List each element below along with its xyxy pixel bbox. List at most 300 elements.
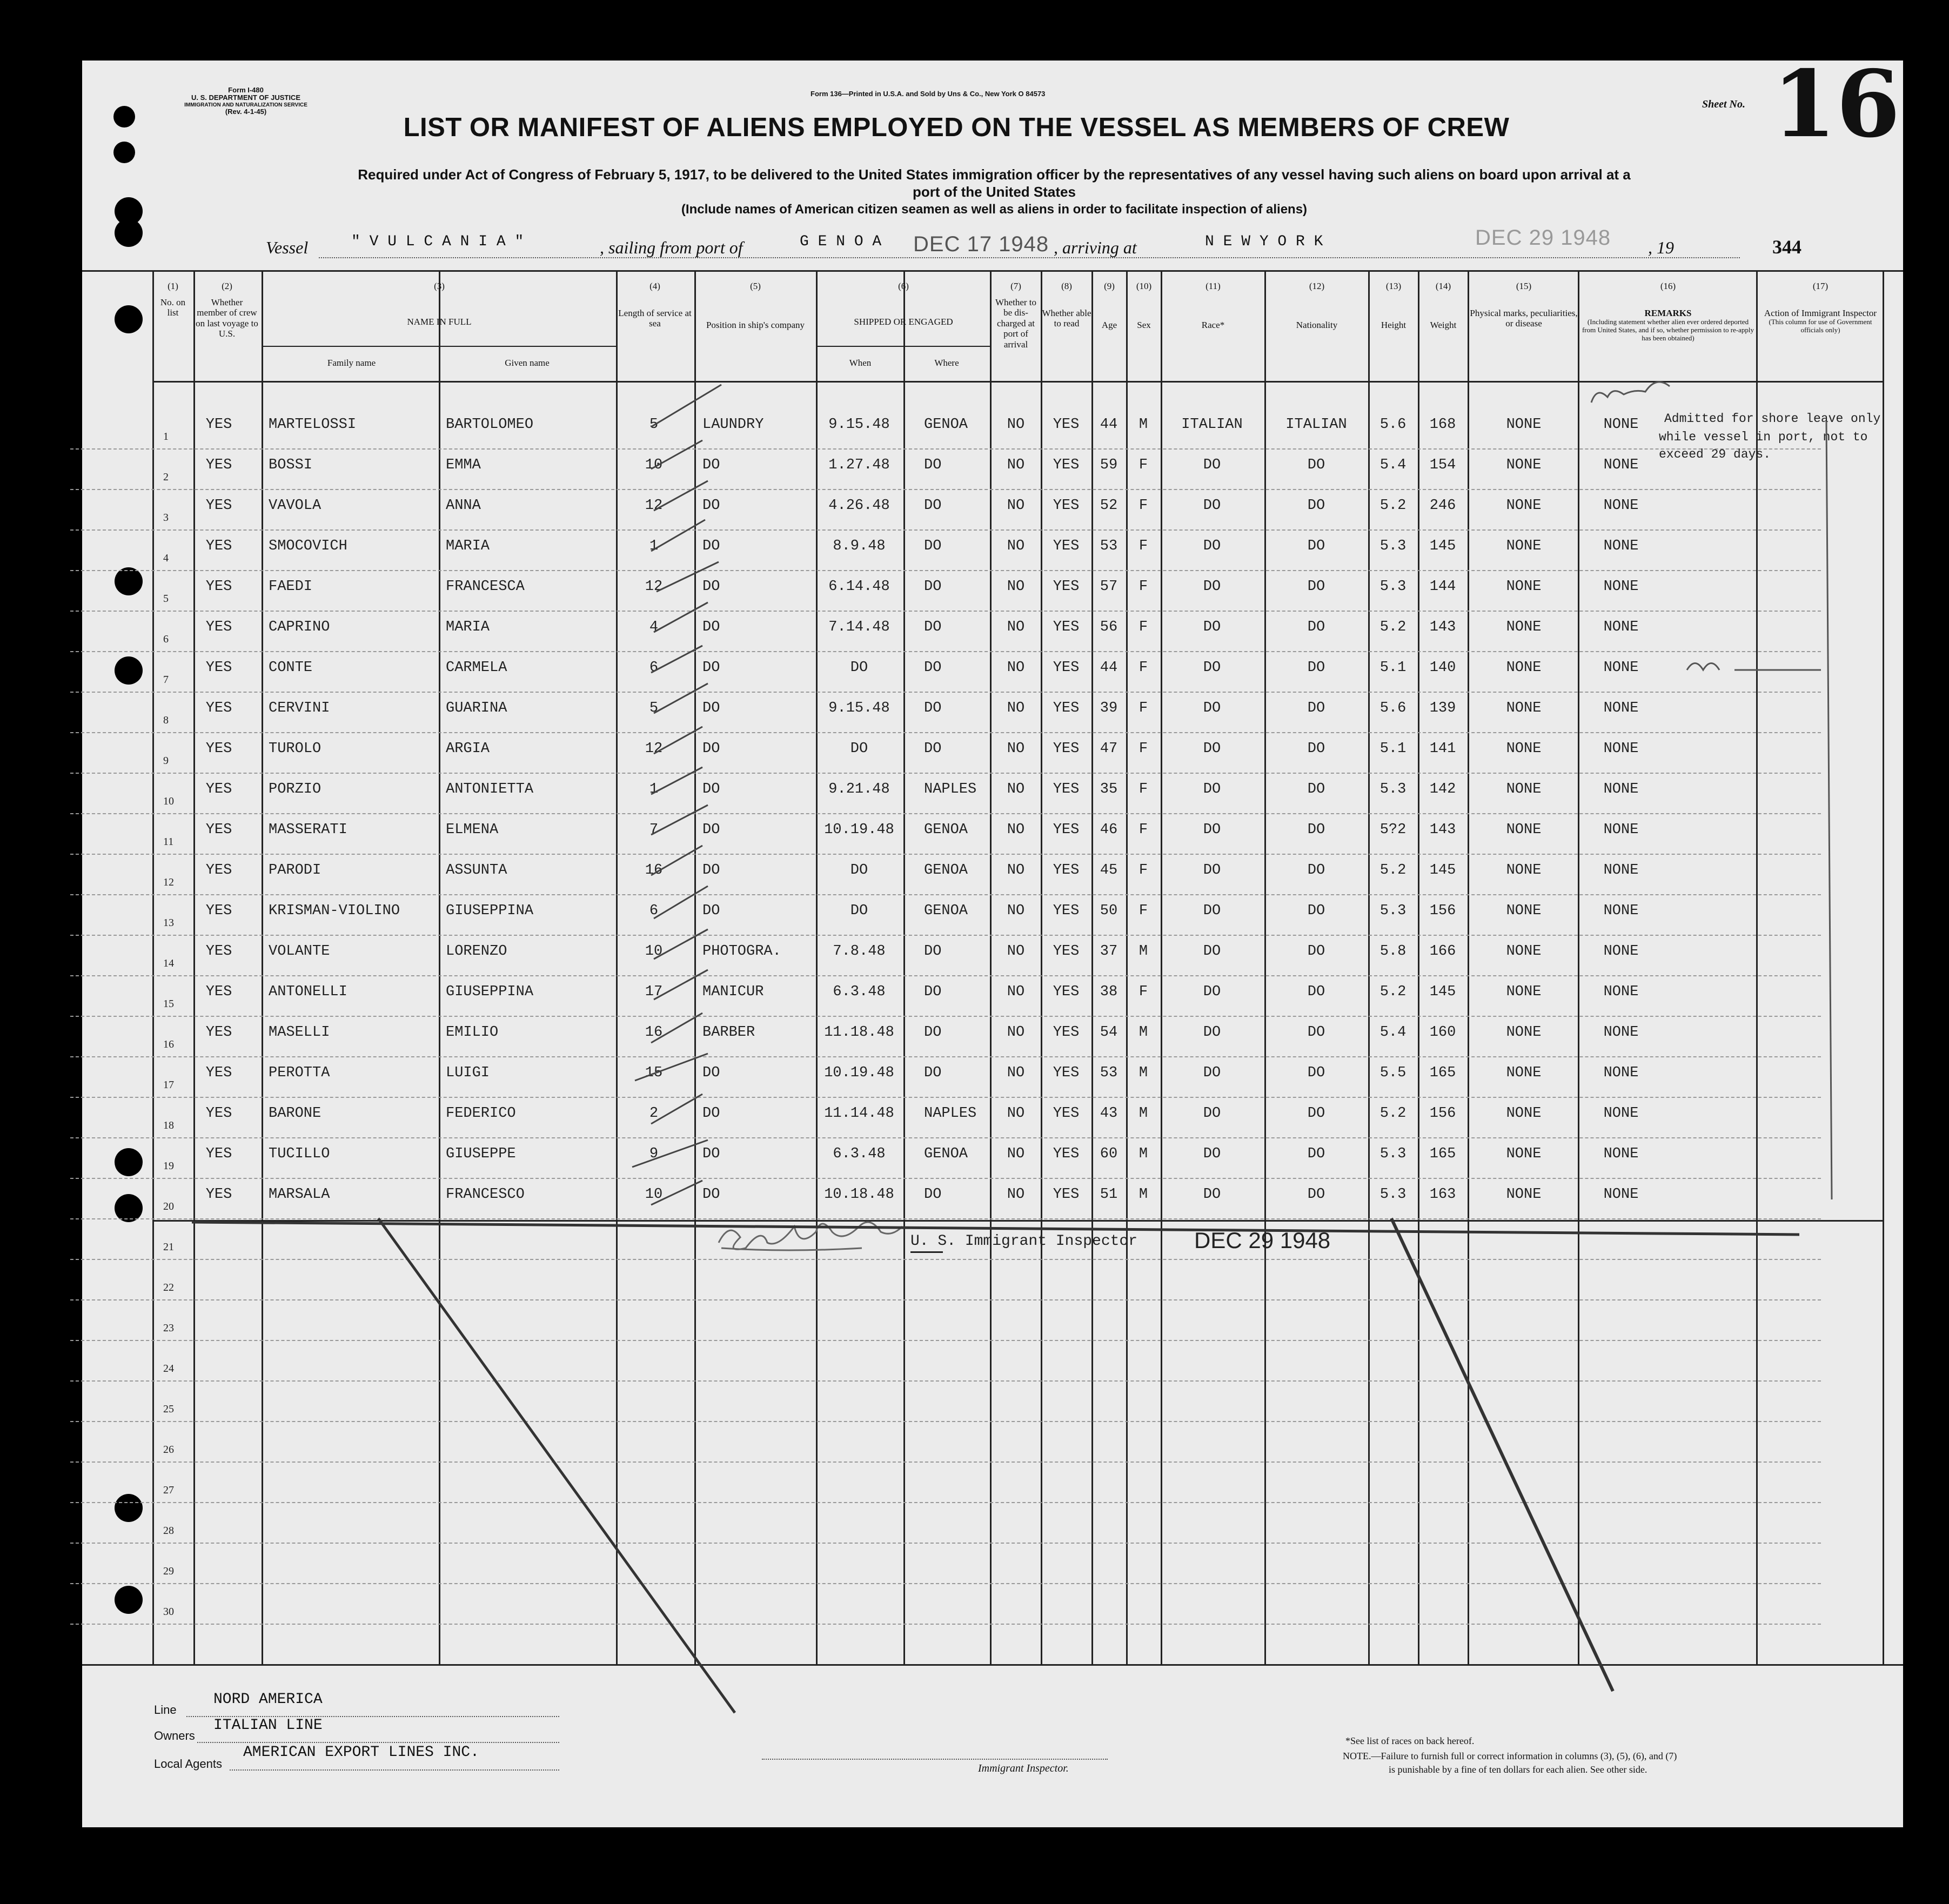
- cell-sex: F: [1138, 862, 1148, 879]
- cell-crew: YES: [205, 417, 232, 433]
- vessel-name: " V U L C A N I A ": [351, 233, 524, 250]
- cell-nat: DO: [1307, 498, 1325, 514]
- col5-header: (5) Position in ship's company: [706, 281, 805, 330]
- cell-read: YES: [1053, 619, 1080, 635]
- cell-service: 5: [649, 417, 659, 433]
- cell-service: 7: [649, 822, 659, 838]
- cell-where: DO: [924, 457, 942, 473]
- cell-height: 5.2: [1379, 984, 1407, 1000]
- inspector-stamp: DEC 29 1948: [1194, 1228, 1331, 1253]
- cell-when: 9.21.48: [828, 781, 890, 797]
- required-line-2: port of the United States: [913, 184, 1076, 200]
- cell-weight: 160: [1429, 1024, 1456, 1041]
- cell-height: 5.4: [1379, 1024, 1407, 1041]
- cell-position: DO: [702, 1105, 720, 1122]
- agents-label: Local Agents: [154, 1757, 222, 1771]
- cell-read: YES: [1053, 498, 1080, 514]
- cell-family: BOSSI: [269, 457, 313, 473]
- cell-read: YES: [1053, 862, 1080, 879]
- cell-sex: F: [1138, 822, 1148, 838]
- printer-line: Form 136—Printed in U.S.A. and Sold by Uns & Co., New York O 84573: [811, 90, 1046, 98]
- cell-race: DO: [1203, 984, 1221, 1000]
- cell-position: DO: [702, 781, 720, 797]
- cell-read: YES: [1053, 660, 1080, 676]
- cell-marks: NONE: [1506, 619, 1542, 635]
- row-number: 5: [163, 593, 169, 605]
- cell-service: 6: [649, 660, 659, 676]
- cell-where: DO: [924, 1024, 942, 1041]
- cell-race: DO: [1203, 741, 1221, 757]
- cell-remarks: NONE: [1603, 700, 1639, 716]
- cell-sex: F: [1138, 498, 1148, 514]
- cell-height: 5.6: [1379, 700, 1407, 716]
- cell-when: DO: [850, 660, 868, 676]
- cell-race: ITALIAN: [1181, 417, 1243, 433]
- cell-weight: 145: [1429, 538, 1456, 554]
- cell-where: DO: [924, 660, 942, 676]
- cell-crew: YES: [205, 1065, 232, 1081]
- cell-crew: YES: [205, 822, 232, 838]
- cell-race: DO: [1203, 822, 1221, 838]
- cell-read: YES: [1053, 457, 1080, 473]
- col17-header: (17) Action of Immigrant Inspector (This column for use of Government officials only): [1764, 281, 1877, 334]
- cell-where: NAPLES: [924, 781, 977, 797]
- row-number: 25: [163, 1403, 174, 1415]
- cell-given: ANTONIETTA: [446, 781, 534, 797]
- cell-age: 35: [1100, 781, 1118, 797]
- revision: (Rev. 4-1-45): [225, 107, 267, 116]
- cell-family: SMOCOVICH: [269, 538, 347, 554]
- cell-read: YES: [1053, 1146, 1080, 1162]
- cell-nat: DO: [1307, 579, 1325, 595]
- cell-crew: YES: [205, 781, 232, 797]
- cell-read: YES: [1053, 1024, 1080, 1041]
- cell-weight: 156: [1429, 903, 1456, 919]
- cell-when: 7.8.48: [833, 943, 886, 960]
- cell-service: 1: [649, 781, 659, 797]
- cell-remarks: NONE: [1603, 1065, 1639, 1081]
- cell-disch: NO: [1007, 781, 1025, 797]
- col9-header: (9) Age: [1101, 281, 1117, 330]
- cell-position: DO: [702, 619, 720, 635]
- cell-marks: NONE: [1506, 1024, 1542, 1041]
- cell-read: YES: [1053, 579, 1080, 595]
- cell-disch: NO: [1007, 1146, 1025, 1162]
- cell-read: YES: [1053, 943, 1080, 960]
- cell-service: 9: [649, 1146, 659, 1162]
- col8-header: (8) Whether able to read: [1042, 281, 1091, 329]
- cell-where: GENOA: [924, 822, 968, 838]
- cell-weight: 156: [1429, 1105, 1456, 1122]
- row-number: 3: [163, 512, 169, 524]
- cell-nat: DO: [1307, 700, 1325, 716]
- cell-sex: F: [1138, 984, 1148, 1000]
- cell-given: BARTOLOMEO: [446, 417, 534, 433]
- cell-crew: YES: [205, 943, 232, 960]
- cell-read: YES: [1053, 903, 1080, 919]
- cell-where: GENOA: [924, 862, 968, 879]
- cell-sex: F: [1138, 457, 1148, 473]
- cell-race: DO: [1203, 862, 1221, 879]
- cell-read: YES: [1053, 741, 1080, 757]
- cell-sex: M: [1138, 1024, 1148, 1041]
- row-number: 20: [163, 1201, 174, 1212]
- cell-position: BARBER: [702, 1024, 755, 1041]
- cell-family: TUCILLO: [269, 1146, 330, 1162]
- cell-read: YES: [1053, 1105, 1080, 1122]
- cell-where: GENOA: [924, 417, 968, 433]
- cell-remarks: NONE: [1603, 579, 1639, 595]
- cell-crew: YES: [205, 498, 232, 514]
- service: IMMIGRATION AND NATURALIZATION SERVICE: [184, 102, 307, 108]
- cell-marks: NONE: [1506, 1186, 1542, 1203]
- cell-age: 45: [1100, 862, 1118, 879]
- cell-remarks: NONE: [1603, 822, 1639, 838]
- cell-family: FAEDI: [269, 579, 313, 595]
- cell-nat: DO: [1307, 822, 1325, 838]
- row-number: 17: [163, 1079, 174, 1091]
- cell-service: 6: [649, 903, 659, 919]
- row-number: 9: [163, 755, 169, 767]
- cell-given: FRANCESCA: [446, 579, 525, 595]
- cell-position: DO: [702, 660, 720, 676]
- cell-where: DO: [924, 1186, 942, 1203]
- row-number: 13: [163, 917, 174, 929]
- cell-disch: NO: [1007, 619, 1025, 635]
- cell-disch: NO: [1007, 700, 1025, 716]
- cell-age: 53: [1100, 1065, 1118, 1081]
- cell-weight: 141: [1429, 741, 1456, 757]
- year-label: , 19: [1648, 238, 1674, 257]
- sailing-date-stamp: DEC 17 1948: [913, 232, 1049, 256]
- cell-nat: DO: [1307, 660, 1325, 676]
- cell-weight: 145: [1429, 862, 1456, 879]
- cell-sex: M: [1138, 417, 1148, 433]
- row-number: 8: [163, 714, 169, 726]
- cell-age: 54: [1100, 1024, 1118, 1041]
- cell-crew: YES: [205, 862, 232, 879]
- cell-disch: NO: [1007, 457, 1025, 473]
- row-number: 24: [163, 1363, 174, 1375]
- vessel-label: Vessel: [266, 238, 309, 257]
- cell-read: YES: [1053, 1065, 1080, 1081]
- col10-header: (10) Sex: [1136, 281, 1152, 330]
- row-number: 2: [163, 471, 169, 483]
- inspector-signature-line: [762, 1759, 1108, 1760]
- cell-where: DO: [924, 984, 942, 1000]
- cell-given: EMILIO: [446, 1024, 499, 1041]
- cell-sex: F: [1138, 579, 1148, 595]
- cell-remarks: NONE: [1603, 1105, 1639, 1122]
- cell-service: 12: [645, 741, 663, 757]
- cell-where: DO: [924, 498, 942, 514]
- cell-age: 53: [1100, 538, 1118, 554]
- cell-when: 10.18.48: [824, 1186, 894, 1203]
- page-title: LIST OR MANIFEST OF ALIENS EMPLOYED ON THE VESSEL AS MEMBERS OF CREW: [403, 113, 1510, 142]
- row-number: 19: [163, 1160, 174, 1172]
- cell-family: TUROLO: [269, 741, 322, 757]
- cell-read: YES: [1053, 700, 1080, 716]
- cell-disch: NO: [1007, 943, 1025, 960]
- row-number: 28: [163, 1525, 174, 1537]
- cell-disch: NO: [1007, 498, 1025, 514]
- cell-race: DO: [1203, 1146, 1221, 1162]
- cell-nat: DO: [1307, 862, 1325, 879]
- col11-header: (11) Race*: [1201, 281, 1225, 330]
- cell-sex: M: [1138, 943, 1148, 960]
- cell-service: 5: [649, 700, 659, 716]
- cell-given: GIUSEPPINA: [446, 903, 534, 919]
- cell-crew: YES: [205, 619, 232, 635]
- cell-where: DO: [924, 700, 942, 716]
- cell-race: DO: [1203, 943, 1221, 960]
- cell-family: VAVOLA: [269, 498, 322, 514]
- line-value: NORD AMERICA: [213, 1691, 323, 1708]
- cell-service: 12: [645, 498, 663, 514]
- arriving-label: , arriving at: [1054, 238, 1137, 257]
- cell-height: 5.3: [1379, 579, 1407, 595]
- cell-age: 37: [1100, 943, 1118, 960]
- cell-nat: DO: [1307, 1024, 1325, 1041]
- cell-marks: NONE: [1506, 579, 1542, 595]
- cell-height: 5?2: [1379, 822, 1407, 838]
- cell-given: EMMA: [446, 457, 481, 473]
- cell-remarks: NONE: [1603, 741, 1639, 757]
- cell-family: BARONE: [269, 1105, 322, 1122]
- cell-given: ELMENA: [446, 822, 499, 838]
- cell-race: DO: [1203, 538, 1221, 554]
- cell-height: 5.3: [1379, 903, 1407, 919]
- cell-remarks: NONE: [1603, 984, 1639, 1000]
- cell-where: DO: [924, 619, 942, 635]
- cell-disch: NO: [1007, 1065, 1025, 1081]
- cell-given: LUIGI: [446, 1065, 490, 1081]
- row-number: 14: [163, 957, 174, 969]
- cell-family: MASSERATI: [269, 822, 347, 838]
- cell-read: YES: [1053, 781, 1080, 797]
- cell-crew: YES: [205, 741, 232, 757]
- cell-given: FRANCESCO: [446, 1186, 525, 1203]
- cell-where: GENOA: [924, 903, 968, 919]
- cell-race: DO: [1203, 498, 1221, 514]
- cell-where: DO: [924, 943, 942, 960]
- admitted-remark-line-1: Admitted for shore leave only: [1664, 412, 1881, 426]
- cell-position: DO: [702, 822, 720, 838]
- cell-position: DO: [702, 700, 720, 716]
- cell-crew: YES: [205, 903, 232, 919]
- cell-weight: 143: [1429, 822, 1456, 838]
- cell-marks: NONE: [1506, 984, 1542, 1000]
- cell-when: 7.14.48: [828, 619, 890, 635]
- row-number: 12: [163, 876, 174, 888]
- cell-disch: NO: [1007, 741, 1025, 757]
- cell-sex: M: [1138, 1065, 1148, 1081]
- cell-sex: M: [1138, 1186, 1148, 1203]
- row-number: 22: [163, 1282, 174, 1293]
- cell-disch: NO: [1007, 660, 1025, 676]
- cell-service: 12: [645, 579, 663, 595]
- cell-nat: DO: [1307, 619, 1325, 635]
- cell-family: MARTELOSSI: [269, 417, 357, 433]
- cell-height: 5.5: [1379, 1065, 1407, 1081]
- department: U. S. DEPARTMENT OF JUSTICE: [191, 93, 300, 102]
- col15-header: (15) Physical marks, peculiarities, or disease: [1470, 281, 1578, 329]
- cell-height: 5.1: [1379, 660, 1407, 676]
- cell-read: YES: [1053, 984, 1080, 1000]
- cell-position: DO: [702, 457, 720, 473]
- cell-read: YES: [1053, 417, 1080, 433]
- cell-where: DO: [924, 741, 942, 757]
- cell-race: DO: [1203, 903, 1221, 919]
- cell-position: DO: [702, 1065, 720, 1081]
- cell-age: 43: [1100, 1105, 1118, 1122]
- cell-weight: 165: [1429, 1146, 1456, 1162]
- cell-marks: NONE: [1506, 457, 1542, 473]
- row-number: 11: [163, 836, 174, 848]
- cell-given: MARIA: [446, 538, 490, 554]
- cell-position: DO: [702, 498, 720, 514]
- cell-age: 47: [1100, 741, 1118, 757]
- arrival-port: N E W Y O R K: [1205, 233, 1323, 250]
- cell-remarks: NONE: [1603, 862, 1639, 879]
- cell-when: 6.14.48: [828, 579, 890, 595]
- cell-position: DO: [702, 1186, 720, 1203]
- cell-weight: 139: [1429, 700, 1456, 716]
- cell-disch: NO: [1007, 579, 1025, 595]
- cell-crew: YES: [205, 1105, 232, 1122]
- cell-marks: NONE: [1506, 498, 1542, 514]
- cell-height: 5.8: [1379, 943, 1407, 960]
- line-label: Line: [154, 1703, 177, 1717]
- cell-weight: 142: [1429, 781, 1456, 797]
- cell-family: PARODI: [269, 862, 322, 879]
- cell-read: YES: [1053, 1186, 1080, 1203]
- cell-weight: 163: [1429, 1186, 1456, 1203]
- cell-disch: NO: [1007, 862, 1025, 879]
- cell-age: 46: [1100, 822, 1118, 838]
- cell-service: 15: [645, 1065, 663, 1081]
- cell-disch: NO: [1007, 417, 1025, 433]
- cell-age: 56: [1100, 619, 1118, 635]
- cell-weight: 144: [1429, 579, 1456, 595]
- include-note: (Include names of American citizen seamen as well as aliens in order to facilitate inspection of aliens): [681, 202, 1308, 217]
- cell-age: 44: [1100, 417, 1118, 433]
- cell-crew: YES: [205, 1146, 232, 1162]
- cell-age: 59: [1100, 457, 1118, 473]
- cell-given: CARMELA: [446, 660, 507, 676]
- cell-where: DO: [924, 579, 942, 595]
- cell-remarks: NONE: [1603, 943, 1639, 960]
- cell-service: 10: [645, 943, 663, 960]
- col6b-header: Where: [934, 358, 959, 368]
- cell-family: KRISMAN-VIOLINO: [269, 903, 400, 919]
- cell-crew: YES: [205, 984, 232, 1000]
- cell-family: PEROTTA: [269, 1065, 330, 1081]
- cell-disch: NO: [1007, 1105, 1025, 1122]
- required-line-1: Required under Act of Congress of February 5, 1917, to be delivered to the United States immigration officer by the representatives of any vessel having such aliens on board upon arrival at a: [358, 166, 1631, 183]
- cell-nat: DO: [1307, 943, 1325, 960]
- cell-disch: NO: [1007, 1024, 1025, 1041]
- cell-position: DO: [702, 579, 720, 595]
- cell-age: 51: [1100, 1186, 1118, 1203]
- cell-nat: DO: [1307, 1146, 1325, 1162]
- cell-when: 8.9.48: [833, 538, 886, 554]
- cell-sex: F: [1138, 741, 1148, 757]
- cell-marks: NONE: [1506, 538, 1542, 554]
- cell-service: 16: [645, 862, 663, 879]
- cell-race: DO: [1203, 1065, 1221, 1081]
- cell-position: DO: [702, 1146, 720, 1162]
- cell-crew: YES: [205, 538, 232, 554]
- cell-when: DO: [850, 741, 868, 757]
- row-number: 4: [163, 552, 169, 564]
- cancel-slash-lines: [192, 1218, 1799, 1713]
- owners-label: Owners: [154, 1729, 195, 1742]
- cell-age: 60: [1100, 1146, 1118, 1162]
- cell-age: 38: [1100, 984, 1118, 1000]
- cell-height: 5.2: [1379, 498, 1407, 514]
- cell-disch: NO: [1007, 984, 1025, 1000]
- cell-weight: 168: [1429, 417, 1456, 433]
- cell-height: 5.3: [1379, 538, 1407, 554]
- cell-when: 1.27.48: [828, 457, 890, 473]
- sailing-label: , sailing from port of: [600, 238, 743, 257]
- sheet-label: Sheet No.: [1702, 98, 1745, 110]
- cell-age: 50: [1100, 903, 1118, 919]
- col16-header: (16) REMARKS (Including statement whether alien ever ordered deported from United States, and if so, whether permission to re-apply has been obtained): [1582, 281, 1754, 342]
- cell-when: 10.19.48: [824, 822, 894, 838]
- row-number: 29: [163, 1565, 174, 1577]
- cell-nat: DO: [1307, 457, 1325, 473]
- cell-service: 10: [645, 457, 663, 473]
- cell-given: GIUSEPPINA: [446, 984, 534, 1000]
- cell-weight: 246: [1429, 498, 1456, 514]
- cell-remarks: NONE: [1603, 781, 1639, 797]
- row-number: 21: [163, 1241, 174, 1253]
- cell-sex: F: [1138, 619, 1148, 635]
- col12-header: (12) Nationality: [1296, 281, 1338, 330]
- cell-marks: NONE: [1506, 1065, 1542, 1081]
- inspector-line: U. S. Immigrant Inspector: [910, 1233, 1138, 1250]
- inspector-signature-label: Immigrant Inspector.: [978, 1762, 1069, 1774]
- cell-position: DO: [702, 741, 720, 757]
- cell-when: 6.3.48: [833, 984, 886, 1000]
- cell-where: NAPLES: [924, 1105, 977, 1122]
- cell-remarks: NONE: [1603, 660, 1639, 676]
- cell-given: GUARINA: [446, 700, 507, 716]
- cell-family: CAPRINO: [269, 619, 330, 635]
- cell-sex: F: [1138, 700, 1148, 716]
- cell-family: ANTONELLI: [269, 984, 347, 1000]
- cell-nat: DO: [1307, 781, 1325, 797]
- cell-remarks: NONE: [1603, 538, 1639, 554]
- agents-underline: [230, 1769, 559, 1771]
- cell-remarks: NONE: [1603, 1146, 1639, 1162]
- cell-weight: 165: [1429, 1065, 1456, 1081]
- cell-read: YES: [1053, 538, 1080, 554]
- cell-weight: 154: [1429, 457, 1456, 473]
- departure-port: G E N O A: [800, 233, 882, 250]
- cell-family: VOLANTE: [269, 943, 330, 960]
- cell-crew: YES: [205, 1186, 232, 1203]
- cell-service: 1: [649, 538, 659, 554]
- col3a-header: Family name: [327, 358, 376, 368]
- admitted-remark-line-3: exceed 29 days.: [1659, 447, 1771, 461]
- cell-given: ARGIA: [446, 741, 490, 757]
- cell-race: DO: [1203, 781, 1221, 797]
- agents-value: AMERICAN EXPORT LINES INC.: [243, 1744, 479, 1761]
- cell-nat: DO: [1307, 538, 1325, 554]
